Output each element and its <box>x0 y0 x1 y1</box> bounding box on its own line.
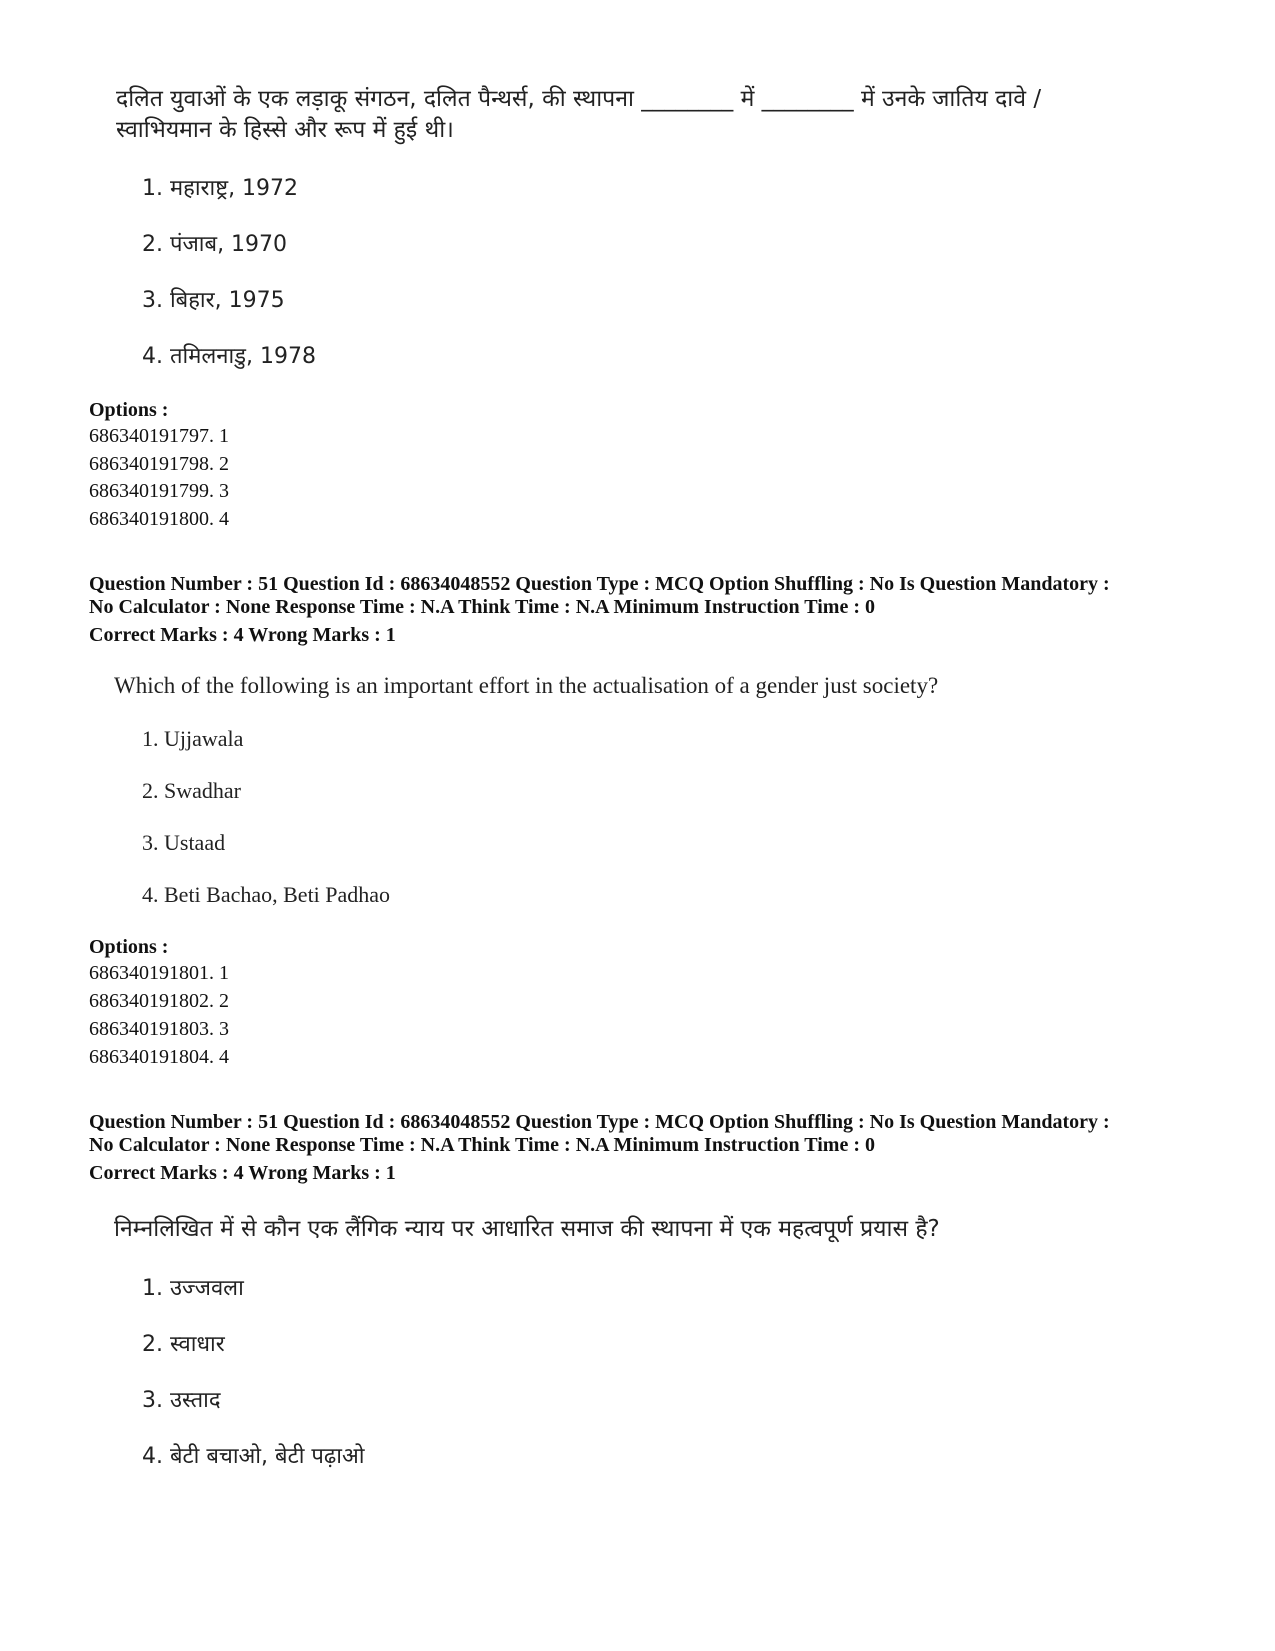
question-meta-line: No Calculator : None Response Time : N.A Think Time : N.A Minimum Instruction Time : 0 <box>89 1134 875 1156</box>
answer-choice: 4. तमिलनाडु, 1978 <box>142 344 316 369</box>
answer-choice: 4. Beti Bachao, Beti Padhao <box>142 882 391 907</box>
option-id-line: 686340191803. 3 <box>89 1018 229 1040</box>
answer-choice: 1. Ujjawala <box>142 726 244 751</box>
option-id-line: 686340191802. 2 <box>89 990 229 1012</box>
answer-choice: 3. बिहार, 1975 <box>142 288 285 313</box>
question-meta-line: Question Number : 51 Question Id : 68634048552 Question Type : MCQ Option Shuffling : No Is Question Mandatory : <box>89 573 1110 595</box>
question-text-line: स्वाभियमान के हिस्से और रूप में हुई थी। <box>116 117 454 143</box>
option-id-line: 686340191798. 2 <box>89 453 229 475</box>
answer-choice: 4. बेटी बचाओ, बेटी पढ़ाओ <box>142 1444 365 1469</box>
answer-choice: 2. स्वाधार <box>142 1332 225 1357</box>
question-meta-line: No Calculator : None Response Time : N.A Think Time : N.A Minimum Instruction Time : 0 <box>89 596 875 618</box>
answer-choice: 1. महाराष्ट्र, 1972 <box>142 176 299 201</box>
marks-line: Correct Marks : 4 Wrong Marks : 1 <box>89 1162 396 1184</box>
option-id-line: 686340191797. 1 <box>89 425 229 447</box>
option-id-line: 686340191801. 1 <box>89 962 229 984</box>
answer-choice: 3. उस्ताद <box>142 1388 221 1413</box>
answer-choice: 1. उज्जवला <box>142 1276 244 1301</box>
option-id-line: 686340191799. 3 <box>89 480 229 502</box>
options-label: Options : <box>89 936 169 958</box>
question-text-line: दलित युवाओं के एक लड़ाकू संगठन, दलित पैन्थर्स, की स्थापना ________ में ________ में उनके जातिय दावे / <box>116 86 1042 112</box>
question-text: Which of the following is an important effort in the actualisation of a gender just society? <box>114 673 939 698</box>
answer-choice: 2. पंजाब, 1970 <box>142 232 288 257</box>
marks-line: Correct Marks : 4 Wrong Marks : 1 <box>89 624 396 646</box>
question-text: निम्नलिखित में से कौन एक लैंगिक न्याय पर आधारित समाज की स्थापना में एक महत्वपूर्ण प्रयास है? <box>114 1216 940 1242</box>
answer-choice: 2. Swadhar <box>142 778 241 803</box>
options-label: Options : <box>89 399 169 421</box>
answer-choice: 3. Ustaad <box>142 830 226 855</box>
option-id-line: 686340191804. 4 <box>89 1046 229 1068</box>
question-meta-line: Question Number : 51 Question Id : 68634048552 Question Type : MCQ Option Shuffling : No Is Question Mandatory : <box>89 1111 1110 1133</box>
option-id-line: 686340191800. 4 <box>89 508 229 530</box>
